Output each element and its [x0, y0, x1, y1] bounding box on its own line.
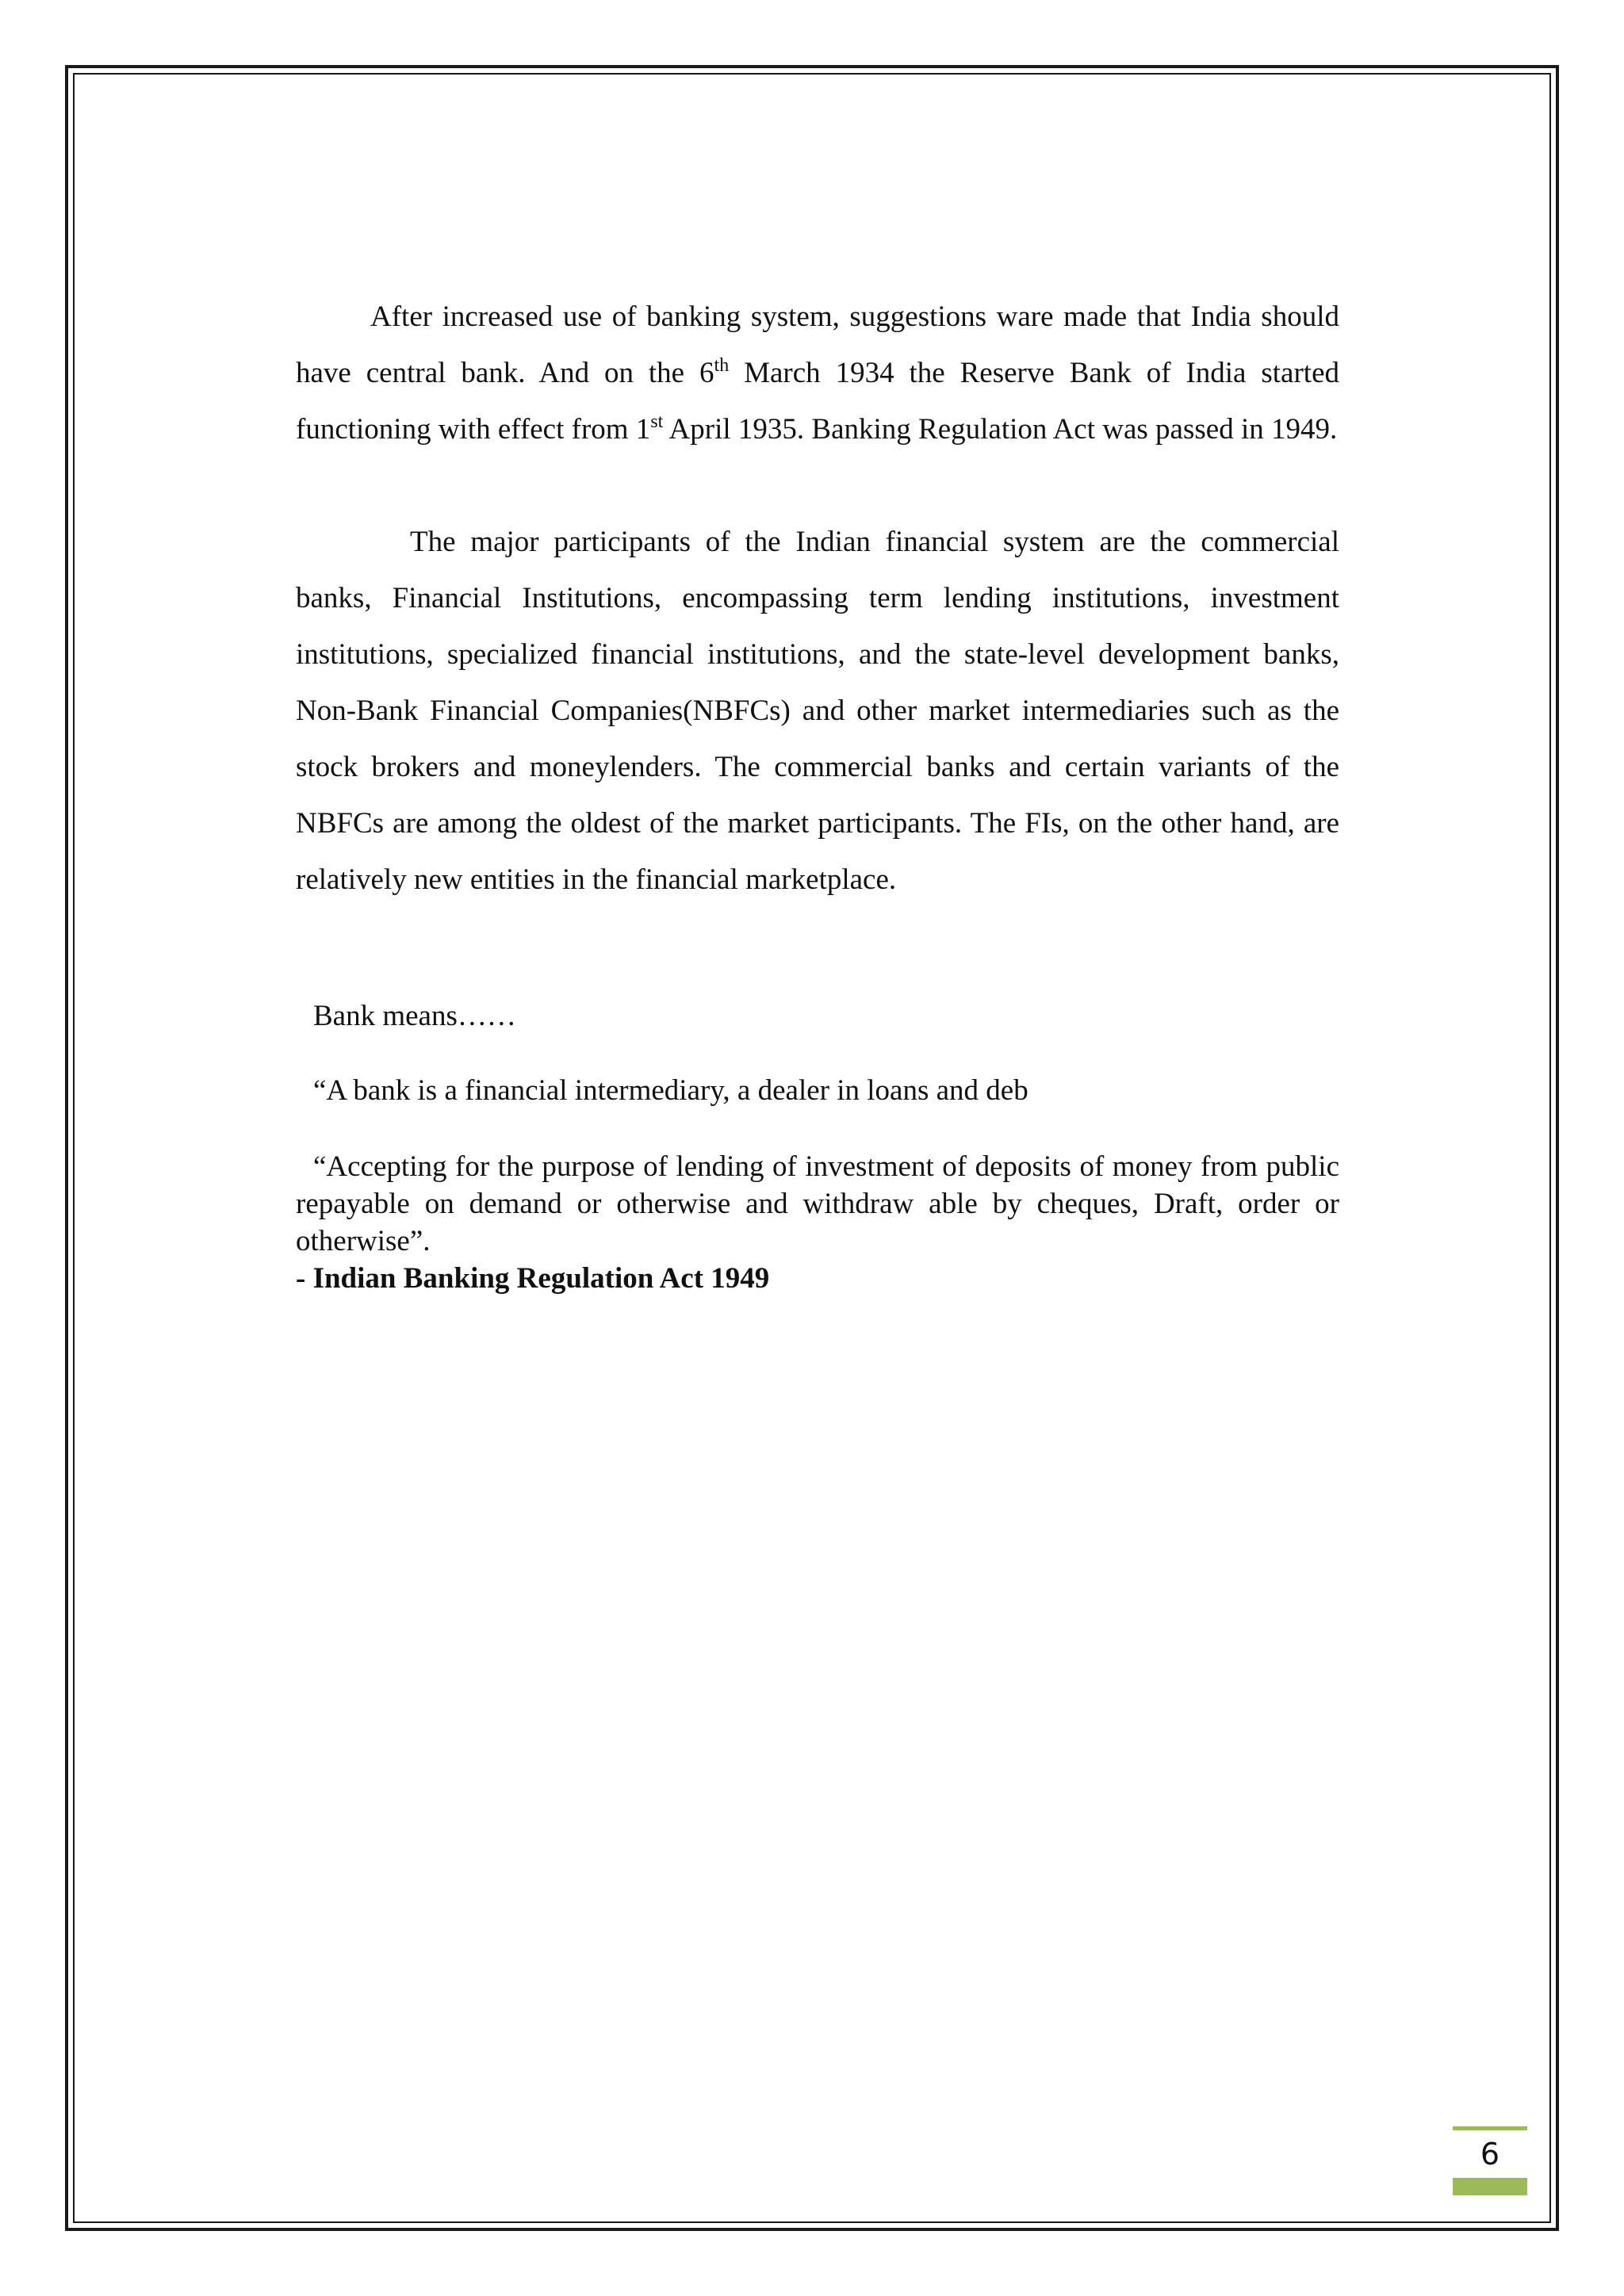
bank-definition-quote: “A bank is a financial intermediary, a dealer in loans and deb	[313, 1074, 1028, 1107]
citation-banking-regulation-act: - Indian Banking Regulation Act 1949	[296, 1262, 770, 1295]
bank-means-heading: Bank means……	[313, 1000, 516, 1032]
page-number-bottom-bar	[1453, 2178, 1527, 2195]
page-number: 6	[1480, 2137, 1500, 2172]
ordinal-suffix-th: th	[714, 355, 730, 376]
paragraph-1-text-a: After increased use of banking system, suggestions ware made that India should have central bank. And on the 6	[296, 300, 1339, 389]
page-content	[296, 289, 1339, 1298]
page-number-box	[1453, 2126, 1527, 2195]
paragraph-central-bank	[296, 289, 1339, 457]
paragraph-1-text-c: April 1935. Banking Regulation Act was passed in 1949.	[663, 413, 1338, 446]
banking-act-definition-text: “Accepting for the purpose of lending of investment of deposits of money from public repayable on demand or otherwise and withdraw able by cheques, Draft, order or otherwise”.	[296, 1150, 1339, 1257]
paragraph-financial-participants: The major participants of the Indian financial system are the commercial banks, Financial Institutions, encompassing term lending institutions, investment institutions, specialized financial institutions, and the state-level development banks, Non-Bank Financial Companies(NBFCs) and other market intermediaries such as the stock brokers and moneylenders. The commercial banks and certain variants of the NBFCs are among the oldest of the market participants. The FIs, on the other hand, are relatively new entities in the financial marketplace.	[296, 526, 1339, 896]
paragraph-1-text-b: March 1934 the Reserve Bank of India started functioning with effect from 1	[296, 357, 1340, 446]
banking-act-definition-quote	[296, 1148, 1339, 1260]
ordinal-suffix-st: st	[650, 411, 664, 432]
